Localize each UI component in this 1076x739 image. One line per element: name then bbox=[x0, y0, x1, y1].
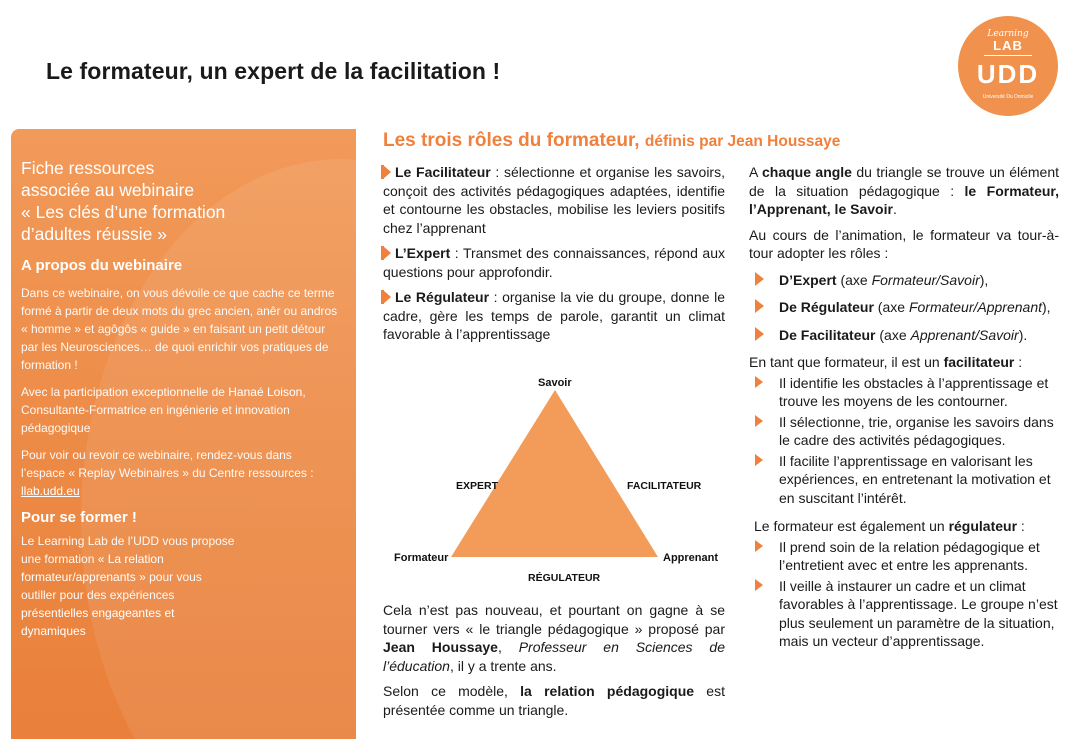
p1-bold2: le Formateur, l’Apprenant, le Savoir bbox=[749, 182, 1059, 217]
axis-pre: (axe bbox=[873, 299, 909, 315]
side-subtitle-line: d’adultes réussie » bbox=[21, 224, 167, 244]
side-subtitle bbox=[21, 157, 339, 245]
regulateur-item bbox=[749, 577, 1059, 651]
train-heading: Pour se former ! bbox=[21, 509, 137, 526]
axis-name: Apprenant/Savoir bbox=[910, 326, 1019, 343]
animation-paragraph: Au cours de l’animation, le formateur va tour-à-tour adopter les rôles : bbox=[749, 226, 1059, 261]
train-text-1: Le Learning Lab de l’UDD vous propose une formation bbox=[21, 534, 235, 566]
right-column bbox=[749, 163, 1059, 659]
train-text bbox=[21, 532, 236, 640]
role-name: Le Facilitateur bbox=[395, 164, 491, 180]
replay-text bbox=[21, 446, 339, 500]
arrow-bullet-icon bbox=[755, 299, 764, 313]
fac-intro-a: En tant que formateur, il est un bbox=[749, 354, 944, 370]
replay-text-body: Pour voir ou revoir ce webinaire, rendez-vous dans l’espace « Replay Webinaires » du Centre ressources : bbox=[21, 448, 314, 480]
side-subtitle-line: « Les clés d’une formation bbox=[21, 202, 226, 222]
axis-post: ), bbox=[979, 271, 989, 288]
axis-name: Formateur/Apprenant bbox=[908, 299, 1043, 315]
facilitateur-item bbox=[749, 413, 1059, 450]
train-highlight-2: présentielles engageantes et dynamiques bbox=[21, 606, 175, 638]
about-text: Dans ce webinaire, on vous dévoile ce que cache ce terme formé à partir de deux mots du grec ancien, anêr ou andros « homme » et agôgôs « guide » en faisant un petit détour par les Neurosciences… de quoi enrichir vos pratiques de formation ! bbox=[21, 286, 338, 372]
section-title bbox=[383, 130, 840, 152]
logo-mark: UDD bbox=[976, 59, 1040, 89]
flag-icon bbox=[383, 290, 391, 304]
fac-intro-b: : bbox=[1014, 354, 1023, 370]
triangle-right-label: Apprenant bbox=[663, 552, 718, 564]
axis-role: De Facilitateur bbox=[779, 326, 876, 343]
arrow-bullet-icon bbox=[755, 327, 764, 341]
axis-item bbox=[749, 298, 1059, 317]
axis-pre: (axe bbox=[875, 326, 911, 343]
side-panel bbox=[11, 129, 356, 739]
arrow-bullet-icon bbox=[755, 272, 764, 286]
facilitateur-item bbox=[749, 374, 1059, 411]
regulateur-item-text: Il veille à instaurer un cadre et un climat favorables à l’apprentissage. Le groupe n’est plus seulement un paramètre de la situation, mais un vecteur d’apprentissage. bbox=[779, 577, 1058, 649]
side-subtitle-line: associée au webinaire bbox=[21, 180, 195, 200]
facilitateur-item-text: Il facilite l’apprentissage en valorisant les expériences, en entretenant la motivation et en suscitant l’intérêt. bbox=[779, 452, 1051, 506]
axes-list bbox=[749, 271, 1059, 345]
reg-intro-bold: régulateur bbox=[948, 518, 1018, 534]
houssaye-paragraph bbox=[383, 601, 725, 675]
participation-name: Hanaé Loison, bbox=[228, 385, 306, 399]
replay-link[interactable]: llab.udd.eu bbox=[21, 484, 80, 498]
axis-pre: (axe bbox=[836, 271, 872, 288]
role-text: : sélectionne et organise les savoirs, conçoit des activités pédagogiques adaptées, identifie et contourne les obstacles, mobilise les leviers positifs chez l’apprenant bbox=[383, 164, 725, 236]
triangle-side-left-label: EXPERT bbox=[456, 480, 499, 492]
p1-a: A bbox=[749, 164, 762, 180]
train-text-2: pour vous outiller pour des expériences bbox=[21, 570, 202, 602]
participation-text-2: Consultante-Formatrice en ingénierie et innovation pédagogique bbox=[21, 403, 290, 435]
role-regulateur bbox=[383, 288, 725, 344]
logo-lab-text: LAB bbox=[993, 38, 1023, 53]
p1-bold: chaque angle bbox=[761, 164, 852, 180]
section-subtitle: définis par Jean Houssaye bbox=[644, 133, 841, 150]
regulateur-item-text: Il prend soin de la relation pédagogique et l’entretient avec et entre les apprenants. bbox=[779, 538, 1040, 573]
axis-name: Formateur/Savoir bbox=[871, 271, 980, 288]
para2-a: Selon ce modèle, bbox=[383, 683, 521, 699]
axis-role: D’Expert bbox=[779, 271, 837, 288]
triangle-side-bottom-label: RÉGULATEUR bbox=[528, 572, 601, 584]
arrow-bullet-icon bbox=[755, 540, 763, 552]
facilitateur-intro bbox=[749, 353, 1059, 372]
facilitateur-item-text: Il sélectionne, trie, organise les savoirs dans le cadre des activités pédagogiques. bbox=[779, 413, 1054, 448]
para1-b: , bbox=[497, 639, 519, 655]
para1-italic: Professeur en Sciences de l’éducation bbox=[383, 639, 725, 674]
p1-b: du triangle se trouve un élément de la situation pédagogique : bbox=[749, 164, 1060, 199]
role-text: : organise la vie du groupe, donne le cadre, gère les temps de parole, garantit un climat favorable à l’apprentissage bbox=[383, 289, 725, 342]
flag-icon bbox=[383, 165, 391, 179]
axis-item bbox=[749, 271, 1059, 290]
arrow-bullet-icon bbox=[755, 454, 763, 466]
arrow-bullet-icon bbox=[755, 579, 763, 591]
fac-intro-bold: facilitateur bbox=[943, 354, 1015, 370]
triangle-top-label: Savoir bbox=[538, 377, 572, 389]
reg-intro-a: Le formateur est également un bbox=[754, 518, 949, 534]
facilitateur-list bbox=[749, 374, 1059, 508]
para2-bold: la relation pédagogique bbox=[520, 683, 695, 699]
role-name: Le Régulateur bbox=[395, 289, 490, 305]
logo-bottom-text: Université Du Domicile bbox=[982, 94, 1034, 100]
triangle-shape bbox=[451, 390, 658, 557]
para1-name: Jean Houssaye bbox=[383, 639, 498, 655]
arrow-bullet-icon bbox=[755, 415, 763, 427]
side-content bbox=[21, 157, 339, 649]
participation-text bbox=[21, 383, 339, 437]
angles-paragraph bbox=[749, 163, 1059, 219]
learning-lab-logo bbox=[958, 16, 1058, 116]
middle-column bbox=[383, 163, 725, 351]
role-facilitateur bbox=[383, 163, 725, 237]
role-expert bbox=[383, 244, 725, 281]
triangle-side-right-label: FACILITATEUR bbox=[627, 480, 702, 492]
axis-post: ), bbox=[1042, 299, 1051, 315]
reg-intro-b: : bbox=[1017, 518, 1025, 534]
side-subtitle-line: Fiche ressources bbox=[21, 158, 155, 178]
axis-item bbox=[749, 326, 1059, 345]
p1-c: . bbox=[892, 201, 897, 217]
role-text: : Transmet des connaissances, répond aux questions pour approfondir. bbox=[383, 245, 725, 280]
page-title: Le formateur, un expert de la facilitation ! bbox=[46, 58, 501, 84]
role-name: L’Expert bbox=[395, 245, 451, 261]
about-heading: A propos du webinaire bbox=[21, 257, 183, 274]
middle-column-bottom bbox=[383, 601, 725, 726]
facilitateur-item-text: Il identifie les obstacles à l’apprentissage et trouve les moyens de les contourner. bbox=[779, 374, 1049, 409]
arrow-bullet-icon bbox=[755, 376, 763, 388]
para1-c: , il y a trente ans. bbox=[449, 657, 557, 674]
para2-b: est présentée comme un triangle. bbox=[383, 683, 725, 718]
train-highlight: « La relation formateur/apprenants » bbox=[21, 552, 164, 584]
flag-icon bbox=[383, 246, 391, 260]
regulateur-list bbox=[749, 538, 1059, 651]
section-title-main: Les trois rôles du formateur, bbox=[383, 130, 640, 151]
model-paragraph bbox=[383, 682, 725, 719]
logo-top-text: Learning bbox=[987, 29, 1029, 39]
regulateur-item bbox=[749, 538, 1059, 575]
regulateur-intro bbox=[749, 517, 1059, 536]
axis-post: ). bbox=[1018, 326, 1028, 343]
logo-divider bbox=[984, 55, 1032, 56]
facilitateur-item bbox=[749, 452, 1059, 508]
para1-a: Cela n’est pas nouveau, et pourtant on gagne à se tourner vers « le triangle pédagogique » proposé par bbox=[383, 602, 725, 637]
axis-role: De Régulateur bbox=[779, 299, 874, 315]
pedagogical-triangle bbox=[383, 374, 728, 594]
triangle-left-label: Formateur bbox=[394, 552, 449, 564]
participation-text-1: Avec la participation exceptionnelle de bbox=[21, 385, 225, 399]
